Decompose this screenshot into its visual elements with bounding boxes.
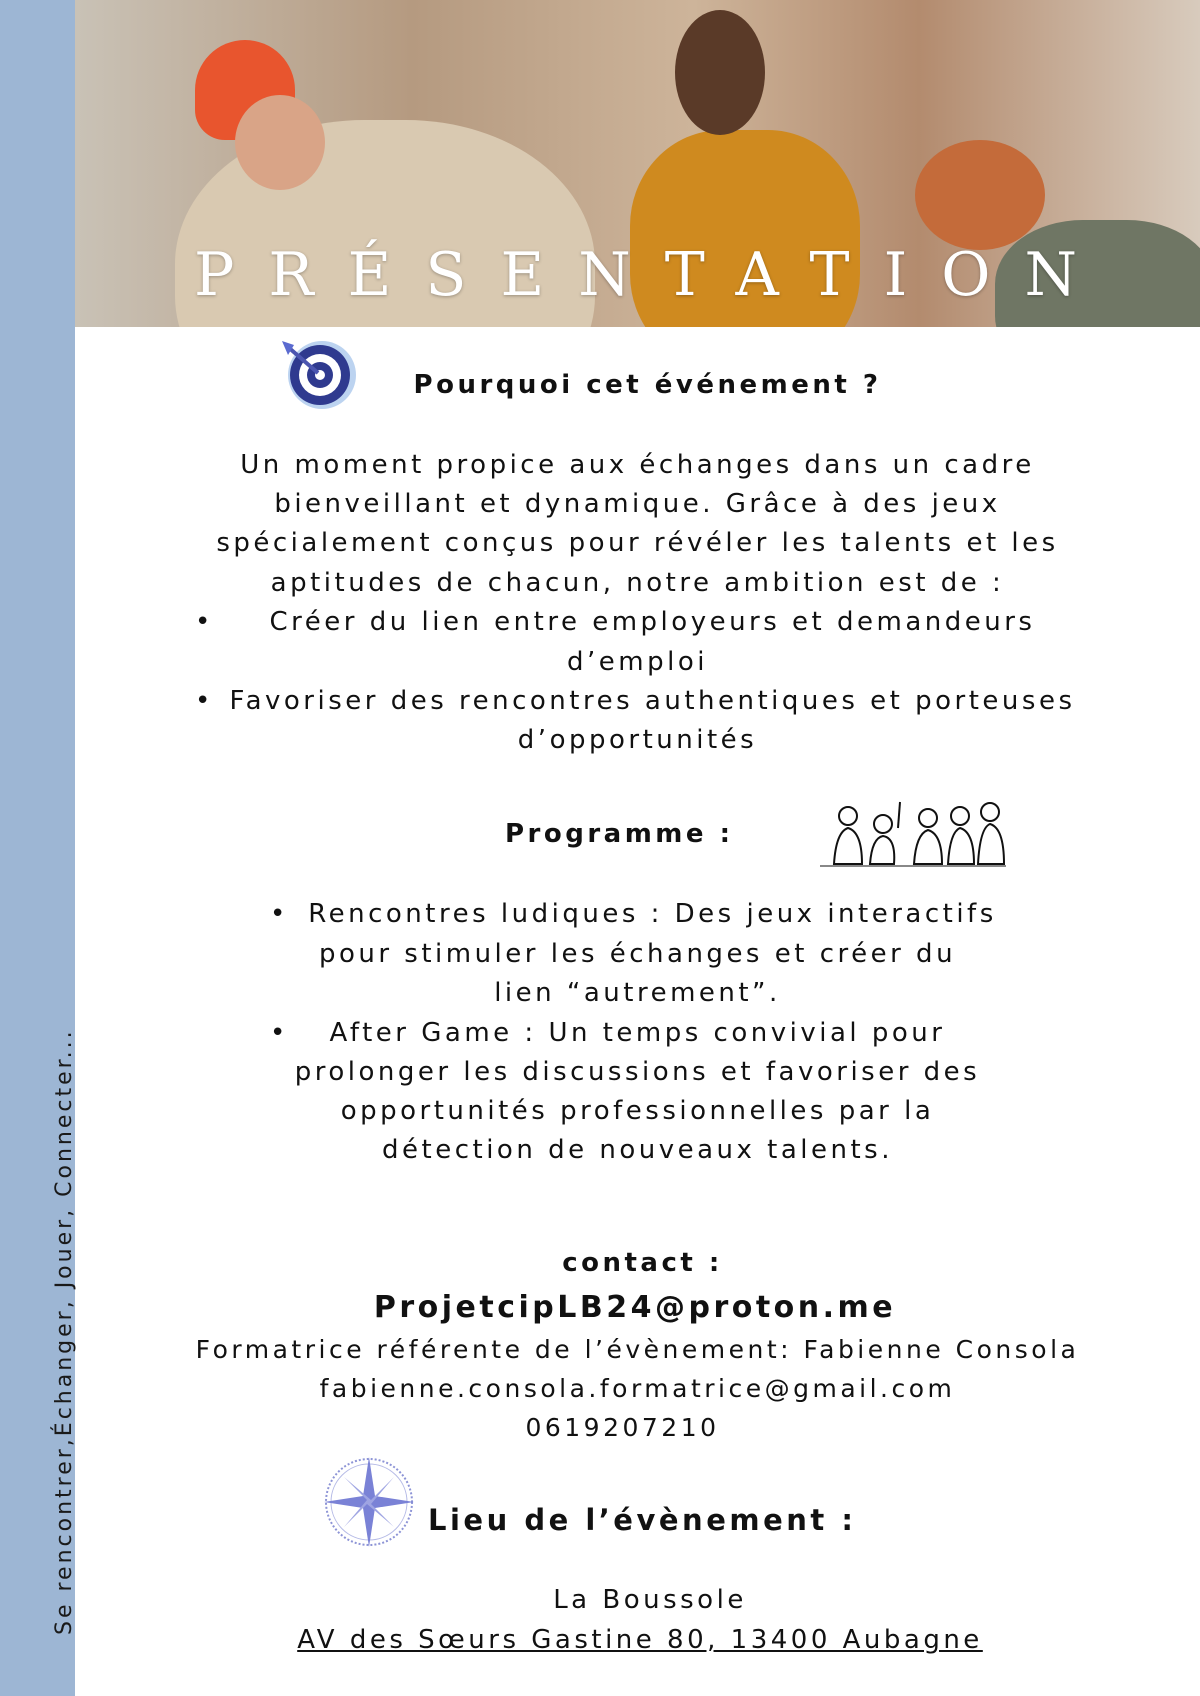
programme-bullet: • Rencontres ludiques : Des jeux interactifs bbox=[270, 899, 997, 929]
why-bullet: • Favoriser des rencontres authentiques et porteuses bbox=[195, 686, 1076, 716]
venue-heading: Lieu de l’évènement : bbox=[428, 1503, 857, 1537]
programme-bullet-cont: pour stimuler les échanges et créer du bbox=[318, 939, 957, 969]
venue-name: La Boussole bbox=[553, 1585, 747, 1615]
programme-heading: Programme : bbox=[505, 819, 734, 849]
why-bullet-cont: d’opportunités bbox=[517, 725, 758, 755]
why-bullet-cont: d’emploi bbox=[567, 647, 708, 677]
contact-email-link[interactable]: ProjetcipLB24@proton.me bbox=[373, 1290, 897, 1325]
why-heading: Pourquoi cet événement ? bbox=[413, 370, 882, 400]
hero-title: PRÉSENTATION bbox=[194, 240, 1111, 310]
programme-bullet: • After Game : Un temps convivial pour bbox=[270, 1018, 946, 1048]
people-sketch-icon bbox=[818, 798, 1008, 870]
venue-address-link[interactable]: AV des Sœurs Gastine 80, 13400 Aubagne bbox=[297, 1625, 983, 1655]
hero-photo bbox=[75, 0, 1200, 327]
why-line: aptitudes de chacun, notre ambition est de : bbox=[270, 568, 1005, 598]
compass-icon bbox=[322, 1455, 416, 1549]
programme-bullet-cont: lien “autrement”. bbox=[494, 978, 781, 1008]
sidebar-tagline: Se rencontrer,Échanger, Jouer, Connecter... bbox=[52, 1028, 77, 1635]
why-line: spécialement conçus pour révéler les talents et les bbox=[216, 528, 1059, 558]
referent-line: Formatrice référente de l’évènement: Fabienne Consola bbox=[195, 1335, 1080, 1364]
why-line: bienveillant et dynamique. Grâce à des jeux bbox=[274, 489, 1001, 519]
phone-number: 0619207210 bbox=[525, 1413, 720, 1442]
programme-bullet-cont: opportunités professionnelles par la bbox=[340, 1096, 935, 1126]
referent-email-link[interactable]: fabienne.consola.formatrice@gmail.com bbox=[319, 1374, 956, 1403]
programme-bullet-cont: détection de nouveaux talents. bbox=[382, 1135, 893, 1165]
why-line: Un moment propice aux échanges dans un cadre bbox=[240, 450, 1035, 480]
contact-heading: contact : bbox=[562, 1248, 723, 1278]
programme-bullet-cont: prolonger les discussions et favoriser des bbox=[294, 1057, 981, 1087]
why-bullet: • Créer du lien entre employeurs et demandeurs bbox=[195, 607, 1036, 637]
